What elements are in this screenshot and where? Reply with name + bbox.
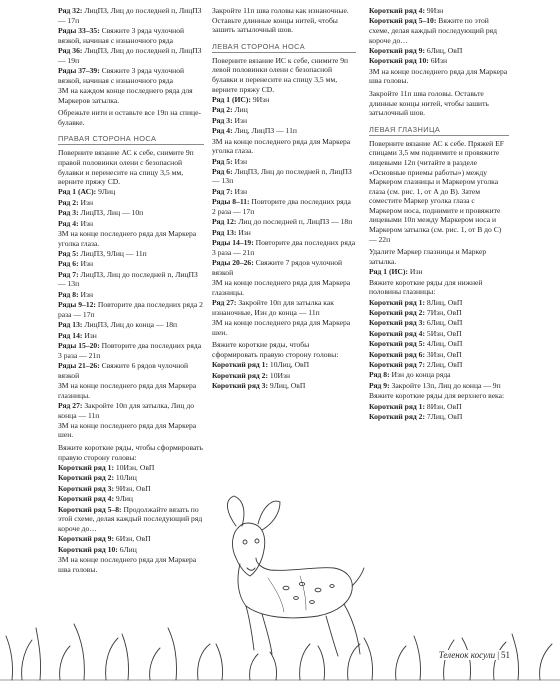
row-label: Короткий ряд 2: <box>58 473 114 483</box>
rows-group <box>212 298 356 317</box>
row-label: Короткий ряд 4: <box>369 6 425 15</box>
row-text: ЛицПЗ, Лиц до последней п, ЛицПЗ — 19п <box>58 45 202 65</box>
row-text: Свяжите 7 рядов чулочной вязкой <box>212 258 343 277</box>
row-text: 10Изн <box>268 370 291 380</box>
row-label: Ряд 2: <box>58 197 79 207</box>
row-label: Ряд 4: <box>58 218 79 228</box>
row-label: Ряд 9: <box>369 380 390 390</box>
marker-note: ЗМ на конце последнего ряда для Маркера шеи. <box>212 317 351 337</box>
row-label: Короткий ряд 5–8: <box>58 504 122 514</box>
rows-top <box>58 6 204 85</box>
pattern-row <box>212 197 356 216</box>
row-text: Вяжите по этой схеме, делая каждый последующий ряд короче до… <box>369 16 497 45</box>
rows-group <box>58 249 204 380</box>
rows-group <box>369 6 509 66</box>
row-text: Изн <box>232 156 248 166</box>
row-text: Лиц до последней п, ЛицПЗ — 18п <box>236 217 353 227</box>
row-label: Короткий ряд 3: <box>369 318 425 328</box>
rows-group <box>212 95 356 136</box>
row-text: 8Изн, ОвП <box>425 401 462 411</box>
row-label: Ряды 15–20: <box>58 340 100 350</box>
row-text: 10Лиц, ОвП <box>268 360 310 370</box>
marker-note: ЗМ на конце последнего ряда для Маркера глазницы. <box>58 380 197 400</box>
row-text: Закройте 10п для затылка, Лиц до конца — 11п <box>58 400 194 420</box>
fawn-grass-illustration <box>0 440 560 700</box>
row-label: Ряд 3: <box>212 115 233 125</box>
section-intro: Поверните вязание АС к себе, снимите 9п правой половинки олени с безопасной булавки и перенесите на спицу 3,5 мм, верните пряжу CD. <box>58 148 194 187</box>
pattern-row <box>212 95 356 105</box>
row-label: Ряды 8–11: <box>212 197 250 207</box>
pattern-row <box>369 329 509 339</box>
row-label: Ряд 6: <box>212 166 233 176</box>
row-label: Ряд 5: <box>212 156 233 166</box>
row-text: 9Лиц <box>114 494 133 504</box>
row-text: ЛицПЗ, Лиц до конца — 18п <box>82 320 178 330</box>
pattern-row <box>58 300 204 319</box>
row-label: Ряд 7: <box>58 269 79 279</box>
row-label: Ряд 7: <box>212 186 233 196</box>
close-note: Закройте 11п шва головы как изнаночные. Оставьте длинные концы нитей, чтобы зашить затылочный шов. <box>212 6 349 35</box>
pattern-row <box>212 105 356 115</box>
row-label: Ряды 9–12: <box>58 300 96 310</box>
row-label: Ряды 20–26: <box>212 258 254 268</box>
row-label: Ряд 2: <box>212 105 233 115</box>
pattern-row <box>58 341 204 360</box>
row-text: 9Лиц <box>96 187 116 197</box>
section-intro: Поверните вязание ИС к себе, снимите 9п левой половинки олени с безопасной булавки и перенесите на спицу 3,5 мм, верните пряжу CD. <box>212 55 349 94</box>
row-label: Короткий ряд 4: <box>369 328 425 338</box>
row-label: Ряды 37–39: <box>58 65 100 75</box>
row-text: Повторите два последних ряда 3 раза — 21п <box>212 238 356 257</box>
pattern-row <box>369 267 509 277</box>
row-text: 10Лиц <box>114 473 137 483</box>
pattern-row <box>212 126 356 136</box>
pattern-row <box>58 290 204 300</box>
row-text: ЛицПЗ, 9Лиц — 11п <box>78 249 147 259</box>
row-label: Ряд 5: <box>58 249 79 259</box>
row-label: Ряд 36: <box>58 45 83 55</box>
marker-note: ЗМ на конце последнего ряда для Маркера шва головы. <box>369 66 508 86</box>
column-2 <box>212 6 356 391</box>
footer-separator: | <box>497 650 499 660</box>
rows-group <box>212 157 356 278</box>
pattern-row <box>58 320 204 330</box>
row-text: 6Изн <box>428 56 448 66</box>
pattern-row <box>212 258 356 277</box>
row-label: Короткий ряд 5: <box>369 339 425 349</box>
row-label: Короткий ряд 3: <box>58 483 114 493</box>
row-text: 3Изн, ОвП <box>425 349 462 359</box>
row-label: Ряды 33–35: <box>58 25 100 35</box>
row-label: Ряд 12: <box>212 217 237 227</box>
row-label: Ряд 1 (АС): <box>58 187 97 197</box>
pattern-row <box>58 46 204 65</box>
pattern-row <box>369 318 509 328</box>
short-rows-intro: Вяжите короткие ряды для верхнего века: <box>369 391 505 401</box>
section-heading-left-eye: ЛЕВАЯ ГЛАЗНИЦА <box>369 125 509 136</box>
row-text: Свяжите 6 рядов чулочной вязкой <box>58 360 189 380</box>
rows-group <box>212 360 356 390</box>
row-label: Ряды 14–19: <box>212 238 254 248</box>
pattern-row <box>58 198 204 208</box>
pattern-row <box>58 187 204 197</box>
pattern-row <box>58 401 204 420</box>
rows-group <box>369 298 509 370</box>
short-rows-intro: Вяжите короткие ряды, чтобы сформировать правую сторону головы: <box>212 340 339 359</box>
pattern-row <box>58 270 204 289</box>
row-label: Короткий ряд 4: <box>58 494 114 504</box>
row-text: Свяжите 3 ряда чулочной вязкой, начиная с изнаночного ряда <box>58 65 185 85</box>
pattern-row <box>369 16 509 45</box>
row-label: Короткий ряд 1: <box>369 401 425 411</box>
row-text: 6Лиц <box>117 544 137 554</box>
rows-group <box>369 370 509 380</box>
pattern-row <box>212 360 356 370</box>
row-label: Короткий ряд 10: <box>58 544 118 554</box>
row-label: Короткий ряд 10: <box>369 56 429 66</box>
section-heading-right-nose: ПРАВАЯ СТОРОНА НОСА <box>58 134 204 145</box>
pattern-row <box>212 298 356 317</box>
pattern-row <box>369 298 509 308</box>
rows-group <box>369 402 509 422</box>
pattern-row <box>369 46 509 56</box>
row-text: 9Лиц, ОвП <box>268 380 306 390</box>
close-note: Закройте 11п шва головы. Оставьте длинные концы нитей, чтобы зашить затылочный шов. <box>369 88 489 118</box>
row-text: Изн <box>407 267 423 277</box>
row-label: Короткий ряд 6: <box>369 349 425 359</box>
row-label: Ряд 8: <box>369 370 390 380</box>
row-text: 8Лиц, ОвП <box>425 297 463 307</box>
row-label: Короткий ряд 7: <box>369 359 425 369</box>
row-text: 9Изн <box>425 6 444 15</box>
pattern-row <box>369 412 509 422</box>
pattern-row <box>212 116 356 126</box>
row-text: 5Изн, ОвП <box>425 328 462 338</box>
row-text: Изн <box>78 197 94 207</box>
row-label: Короткий ряд 2: <box>369 411 425 421</box>
pattern-row <box>369 360 509 370</box>
row-label: Короткий ряд 9: <box>369 45 425 55</box>
row-text: Продолжайте вязать по этой схеме, делая каждый последующий ряд короче до… <box>58 504 203 533</box>
pattern-row <box>369 381 509 391</box>
row-text: 9Изн <box>250 94 270 104</box>
row-text: Изн до конца ряда <box>389 370 451 380</box>
pattern-row <box>369 339 509 349</box>
rows-group <box>369 267 509 277</box>
row-label: Ряд 3: <box>58 208 79 218</box>
row-label: Ряд 13: <box>58 320 83 330</box>
cut-note: Обрежьте нити и оставьте все 19п на спице-булавке. <box>58 108 202 127</box>
section-heading-left-nose: ЛЕВАЯ СТОРОНА НОСА <box>212 42 356 53</box>
page-footer <box>437 650 512 660</box>
row-label: Короткий ряд 1: <box>212 360 268 370</box>
row-text: Изн <box>78 218 94 228</box>
rows-group <box>369 381 509 391</box>
row-label: Ряд 1 (ИС): <box>369 267 408 277</box>
pattern-row <box>212 157 356 167</box>
column-3 <box>369 6 509 422</box>
row-label: Ряд 6: <box>58 259 79 269</box>
row-label: Короткий ряд 9: <box>58 534 114 544</box>
pattern-row <box>212 228 356 238</box>
row-label: Короткий ряд 3: <box>212 380 268 390</box>
footer-title: Теленок косули <box>438 650 496 660</box>
pattern-row <box>58 249 204 259</box>
pattern-row <box>58 219 204 229</box>
pattern-row <box>212 371 356 381</box>
row-text: 6Лиц, ОвП <box>425 318 463 328</box>
pattern-row <box>58 66 204 85</box>
row-text: ЛицПЗ, Лиц до последней п, ЛицПЗ — 13п <box>212 166 352 186</box>
rows-group <box>58 401 204 420</box>
row-text: 10Изн, ОвП <box>114 463 155 473</box>
row-text: Лиц, ЛицПЗ — 11п <box>232 126 297 136</box>
marker-note: ЗМ на конце последнего ряда для Маркера шеи. <box>58 420 197 440</box>
row-text: 9Изн, ОвП <box>114 483 151 493</box>
pattern-row <box>212 217 356 227</box>
pattern-row <box>58 331 204 341</box>
row-text: 6Лиц, ОвП <box>425 45 463 55</box>
remove-marker-note: Удалите Маркер глазницы и Маркер затылка. <box>369 247 487 266</box>
pattern-row <box>369 6 509 16</box>
pattern-row <box>58 6 204 25</box>
row-text: Свяжите 3 ряда чулочной вязкой, начиная с изнаночного ряда <box>58 25 185 45</box>
row-label: Ряд 27: <box>58 400 83 410</box>
row-label: Короткий ряд 1: <box>58 463 114 473</box>
marker-note: ЗМ на конце последнего ряда для Маркера уголка глаза. <box>212 136 351 156</box>
row-text: Закройте 13п, Лиц до конца — 9п <box>389 380 501 390</box>
row-text: 2Лиц, ОвП <box>425 359 463 369</box>
row-text: Изн <box>232 186 248 196</box>
row-label: Ряд 14: <box>58 330 83 340</box>
row-text: Изн <box>232 115 248 125</box>
row-label: Короткий ряд 1: <box>369 297 425 307</box>
row-text: Повторите два последних ряда 2 раза — 17п <box>58 300 203 319</box>
row-label: Ряд 8: <box>58 289 79 299</box>
pattern-row <box>369 350 509 360</box>
row-label: Короткий ряд 2: <box>369 308 425 317</box>
row-text: Изн <box>78 259 94 269</box>
row-text: 7Лиц, ОвП <box>425 411 463 421</box>
row-label: Ряд 1 (ИС): <box>212 94 251 104</box>
row-label: Короткий ряд 2: <box>212 370 268 380</box>
row-text: ЛицПЗ, Лиц до последней п, ЛицПЗ — 13п <box>58 269 198 289</box>
marker-note: ЗМ на конце последнего ряда для Маркера уголка глаза. <box>58 229 197 248</box>
row-text: ЛицПЗ, Лиц — 10п <box>78 208 144 218</box>
pattern-row <box>58 361 204 380</box>
pattern-row <box>212 187 356 197</box>
rows-group <box>58 187 204 228</box>
short-rows-intro: Вяжите короткие ряды для нижней половины глазницы: <box>369 277 483 297</box>
section-intro: Поверните вязание АС к себе. Пряжей EF спицами 3,5 мм поднимите и провяжите лицевыми 12п (читайте в разделе «Основные приемы работы») между Маркером глазницы и Маркером уголка глаза (см. рис. 1, от А до В). Затем соместите Маркер уголка глаза с Маркером носа, поднимите и провяжите лицевыми 10п между Маркером носа и Маркером затылка (см. рис. 1, от В до С) — 22п <box>369 138 504 244</box>
pattern-row <box>369 308 509 318</box>
pattern-row <box>58 208 204 218</box>
marker-note: ЗМ на конце последнего ряда для Маркера шва головы. <box>58 554 197 574</box>
marker-note: ЗМ на каждом конце последнего ряда для Маркеров затылка. <box>58 85 193 105</box>
row-text: Повторите два последних ряда 3 раза — 21п <box>58 340 202 360</box>
row-text: 4Лиц, ОвП <box>425 339 463 349</box>
row-label: Ряд 13: <box>212 227 237 237</box>
row-label: Ряд 27: <box>212 297 237 307</box>
pattern-row <box>212 381 356 391</box>
row-label: Ряд 4: <box>212 126 233 136</box>
row-label: Ряд 32: <box>58 6 83 15</box>
row-text: 7Изн, ОвП <box>425 308 462 317</box>
marker-note: ЗМ на конце последнего ряда для Маркера глазницы. <box>212 278 351 297</box>
pattern-row <box>369 402 509 412</box>
row-text: 6Изн, ОвП <box>114 534 151 544</box>
pattern-row <box>369 370 509 380</box>
row-text: Закройте 10п для затылка как изнаночные, Изн до конца — 11п <box>212 297 334 317</box>
short-rows-intro: Вяжите короткие ряды, чтобы сформировать правую сторону головы: <box>58 443 203 462</box>
row-label: Ряды 21–26: <box>58 360 100 370</box>
pattern-row <box>58 259 204 269</box>
page-number: 51 <box>501 650 510 660</box>
row-text: Изн <box>82 330 97 340</box>
row-text: Лиц <box>232 105 248 115</box>
row-text: Изн <box>78 289 94 299</box>
fawn-icon <box>227 496 364 656</box>
row-text: Повторите два последних ряда 2 раза — 17п <box>212 197 351 216</box>
pattern-row <box>58 26 204 45</box>
row-text: Изн <box>236 227 251 237</box>
row-text: ЛицПЗ, Лиц до последней п, ЛицПЗ — 17п <box>58 6 202 25</box>
pattern-row <box>212 238 356 257</box>
pattern-row <box>369 56 509 66</box>
row-label: Короткий ряд 5–10: <box>369 16 437 26</box>
pattern-row <box>212 167 356 186</box>
